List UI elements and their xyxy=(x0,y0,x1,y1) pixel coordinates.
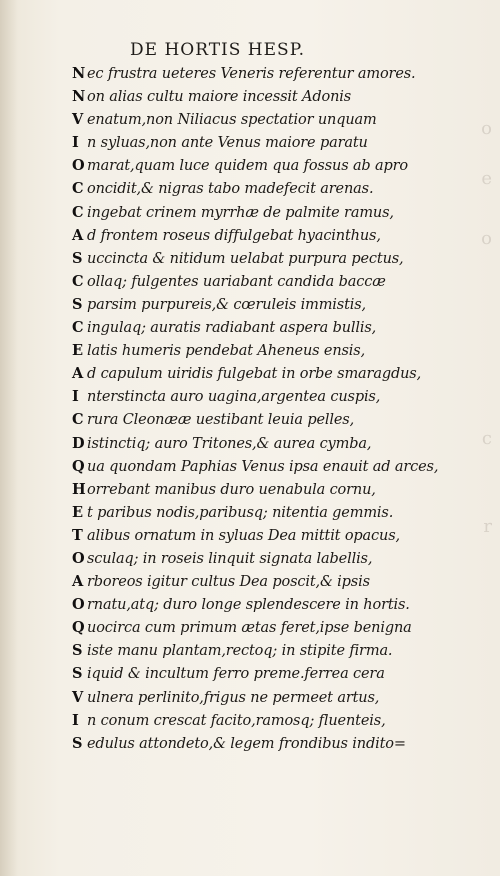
verse-text: ulnera perlinito,frigus ne permeet artus, xyxy=(87,689,380,706)
verse-initial: A xyxy=(72,226,84,244)
verse-initial: A xyxy=(72,573,84,591)
verse-initial: V xyxy=(72,111,84,129)
verse-line xyxy=(72,478,462,501)
verse-text: parsim purpureis,& cœruleis immistis, xyxy=(87,296,366,313)
verse-text: uocirca cum primum ætas feret,ipse benigna xyxy=(87,620,412,637)
verse-line xyxy=(72,385,462,408)
verse-line xyxy=(72,154,462,177)
verse-line xyxy=(72,732,462,755)
verse-line xyxy=(72,709,462,732)
verse-text: enatum,non Niliacus spectatior unquam xyxy=(87,112,377,129)
verse-line xyxy=(72,177,462,200)
verse-initial: N xyxy=(72,88,86,106)
verse-text: on alias cultu maiore incessit Adonis xyxy=(87,89,352,106)
verse-line xyxy=(72,108,462,131)
verse-text: n conum crescat facito,ramosq; fluenteis, xyxy=(87,712,386,729)
verse-text: sculaq; in roseis linquit signata labellis, xyxy=(87,550,373,567)
verse-line xyxy=(72,501,462,524)
verse-text: ingulaq; auratis radiabant aspera bullis, xyxy=(87,320,377,337)
verse-line xyxy=(72,639,462,662)
bleed-mark: c xyxy=(481,428,492,449)
verse-initial: N xyxy=(72,65,86,82)
verse-line xyxy=(72,224,462,247)
verse-initial: E xyxy=(72,503,83,521)
verse-text: t paribus nodis,paribusq; nitentia gemmis. xyxy=(87,504,394,521)
verse-line xyxy=(72,85,462,108)
verse-line xyxy=(72,339,462,362)
verse-line xyxy=(72,316,462,339)
verse-text: ec frustra ueteres Veneris referentur amores. xyxy=(87,66,416,82)
verse-text: istinctiq; auro Tritones,& aurea cymba, xyxy=(87,435,372,452)
verse-initial: C xyxy=(72,203,84,221)
verse-line xyxy=(72,570,462,593)
verse-initial: O xyxy=(72,157,85,175)
verse-text: rnatu,atq; duro longe splendescere in hortis. xyxy=(87,597,410,614)
verse-text: uccincta & nitidum uelabat purpura pectus, xyxy=(87,250,404,267)
verse-line xyxy=(72,547,462,570)
verse-initial: E xyxy=(72,342,83,360)
verse-text: edulus attondeto,& legem frondibus indito= xyxy=(87,735,406,752)
verse-line xyxy=(72,131,462,154)
verse-line xyxy=(72,432,462,455)
verse-initial: S xyxy=(72,642,83,660)
verse-line xyxy=(72,362,462,385)
verse-initial: O xyxy=(72,596,85,614)
verse-text: d capulum uiridis fulgebat in orbe smaragdus, xyxy=(87,366,422,383)
verse-text: ua quondam Paphias Venus ipsa enauit ad arces, xyxy=(87,458,439,475)
verse-line xyxy=(72,616,462,639)
verse-text: rura Cleonææ uestibant leuia pelles, xyxy=(87,412,355,429)
verse-initial: C xyxy=(72,319,84,337)
verse-initial: V xyxy=(72,688,84,706)
verse-initial: C xyxy=(72,411,84,429)
bleed-mark: o xyxy=(481,118,492,139)
verse-initial: S xyxy=(72,249,83,267)
verse-initial: S xyxy=(72,295,83,313)
verse-initial: D xyxy=(72,434,85,452)
verse-initial: S xyxy=(72,665,83,683)
verse-line xyxy=(72,62,462,85)
verse-text: iquid & incultum ferro preme.ferrea cera xyxy=(87,666,385,683)
verse-text: ollaq; fulgentes uariabant candida baccæ xyxy=(87,273,386,290)
verse-text: oncidit,& nigras tabo madefecit arenas. xyxy=(87,181,374,198)
verse-block xyxy=(72,62,462,755)
verse-initial: A xyxy=(72,365,84,383)
verse-initial: I xyxy=(72,388,79,406)
verse-initial: S xyxy=(72,734,83,752)
verse-line xyxy=(72,201,462,224)
bleed-mark: o xyxy=(481,228,492,249)
verse-line xyxy=(72,593,462,616)
verse-line xyxy=(72,408,462,431)
verse-text: n syluas,non ante Venus maiore paratu xyxy=(87,135,368,152)
verse-line xyxy=(72,524,462,547)
verse-text: iste manu plantam,rectoq; in stipite firma. xyxy=(87,643,393,660)
binding-shadow xyxy=(0,0,18,876)
verse-text: latis humeris pendebat Aheneus ensis, xyxy=(87,343,366,360)
verse-text: alibus ornatum in syluas Dea mittit opacus, xyxy=(87,527,400,544)
verse-initial: I xyxy=(72,134,79,152)
verse-line xyxy=(72,270,462,293)
verse-text: rboreos igitur cultus Dea poscit,& ipsis xyxy=(87,574,370,591)
verse-line xyxy=(72,293,462,316)
verse-text: nterstincta auro uagina,argentea cuspis, xyxy=(87,389,381,406)
verse-initial: O xyxy=(72,549,85,567)
verse-initial: Q xyxy=(72,619,85,637)
verse-text: marat,quam luce quidem qua fossus ab apro xyxy=(87,158,409,175)
verse-line xyxy=(72,455,462,478)
verse-text: d frontem roseus diffulgebat hyacinthus, xyxy=(87,227,381,244)
bleed-mark: r xyxy=(483,516,492,537)
verse-line xyxy=(72,686,462,709)
verse-text: orrebant manibus duro uenabula cornu, xyxy=(87,481,376,498)
verse-initial: C xyxy=(72,180,84,198)
bleed-mark: e xyxy=(481,168,492,189)
verse-text: ingebat crinem myrrhæ de palmite ramus, xyxy=(87,204,394,221)
verse-initial: Q xyxy=(72,457,85,475)
verse-line xyxy=(72,247,462,270)
verse-line xyxy=(72,662,462,685)
verse-initial: T xyxy=(72,526,83,544)
verse-initial: H xyxy=(72,480,86,498)
verse-initial: I xyxy=(72,711,79,729)
verse-initial: C xyxy=(72,272,84,290)
running-header: DE HORTIS HESP. xyxy=(130,40,306,60)
